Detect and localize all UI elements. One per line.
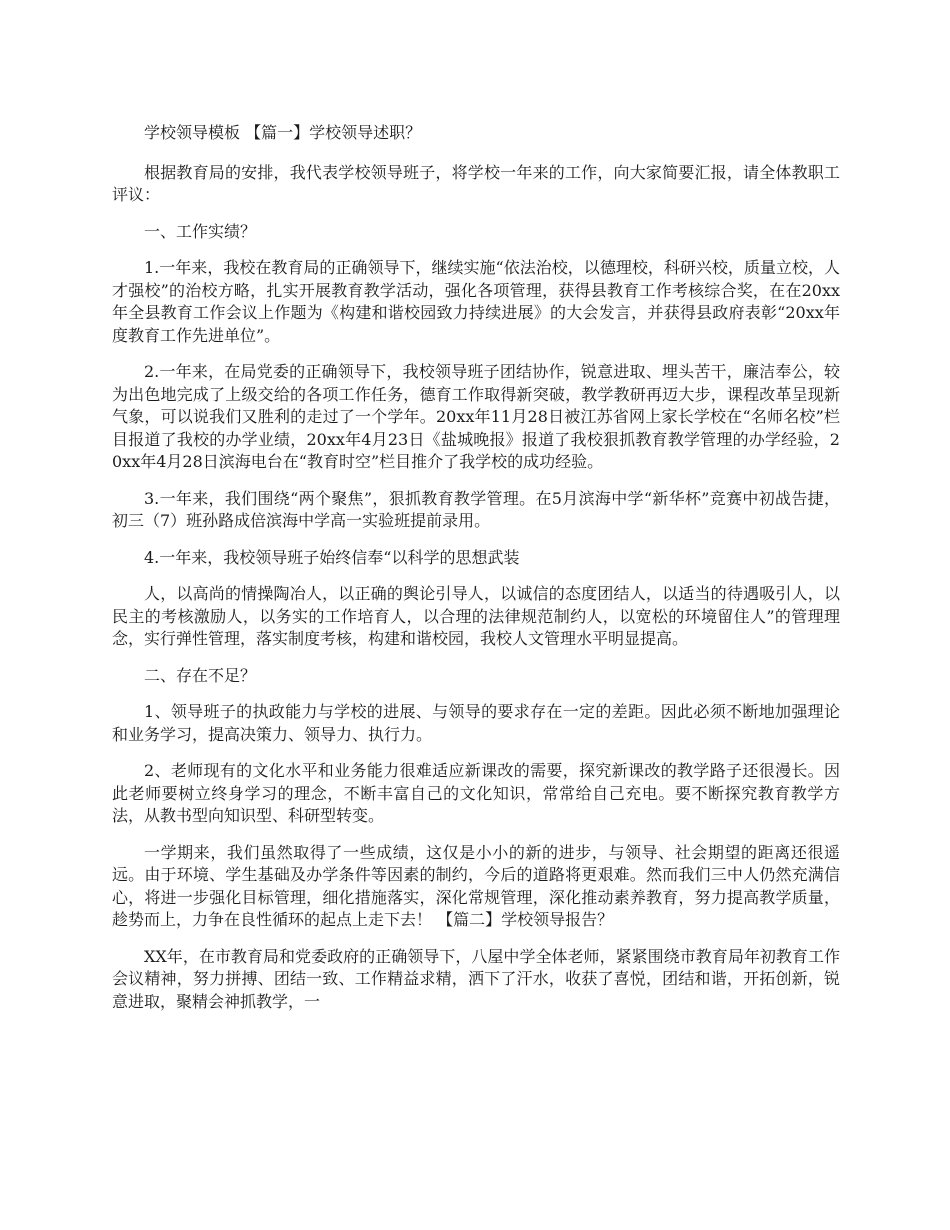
achievement-paragraph-3: 3.一年来，我们围绕“两个聚焦”，狠抓教育教学管理。在5月滨海中学“新华杯”竞赛中初战告捷，初三（7）班孙路成倍滨海中学高一实验班提前录用。 bbox=[112, 488, 840, 530]
conclusion-paragraph: 一学期来，我们虽然取得了一些成绩，这仅是小小的新的进步，与领导、社会期望的距离还很遥远。由于环境、学生基础及办学条件等因素的制约，今后的道路将更艰难。然而我们三中人仍然充满信心，将进一步强化目标管理，细化措施落实，深化常规管理，深化推动素养教育，努力提高教学质量，趁势而上，力争在良性循环的起点上走下去！ 【篇二】学校领导报告？ bbox=[112, 842, 840, 929]
achievement-paragraph-1: 1.一年来，我校在教育局的正确领导下，继续实施“依法治校，以德理校，科研兴校，质量立校，人才强校”的治校方略，扎实开展教育教学活动，强化各项管理，获得县教育工作考核综合奖，在在20xx年全县教育工作会议上作题为《构建和谐校园致力持续进展》的大会发言，并获得县政府表彰“20xx年度教育工作先进单位”。 bbox=[112, 258, 840, 345]
section-heading-shortcomings: 二、存在不足？ bbox=[144, 665, 257, 685]
document-page bbox=[112, 122, 840, 1027]
shortcoming-paragraph-2: 2、老师现有的文化水平和业务能力很难适应新课改的需要，探究新课改的教学路子还很漫长。因此老师要树立终身学习的理念，不断丰富自己的文化知识，常常给自己充电。要不断探究教育教学方法，从教书型向知识型、科研型转变。 bbox=[112, 761, 840, 825]
report-paragraph: XX年，在市教育局和党委政府的正确领导下，八屋中学全体老师，紧紧围绕市教育局年初教育工作会议精神，努力拼搏、团结一致、工作精益求精，洒下了汗水，收获了喜悦，团结和谐，开拓创新，锐意进取，聚精会神抓教学，一 bbox=[112, 946, 840, 1011]
achievement-paragraph-2: 2.一年来，在局党委的正确领导下，我校领导班子团结协作，锐意进取、埋头苦干，廉洁奉公，较为出色地完成了上级交给的各项工作任务，德育工作取得新突破，教学教研再迈大步，课程改革呈现新气象，可以说我们又胜利的走过了一个学年。20xx年11月28日被江苏省网上家长学校在“名师名校”栏目报道了我校的办学业绩，20xx年4月23日《盐城晚报》报道了我校狠抓教育教学管理的办学经验，20xx年4月28日滨海电台在“教育时空”栏目推介了我学校的成功经验。 bbox=[112, 362, 840, 471]
achievement-paragraph-4: 4.一年来，我校领导班子始终信奉“以科学的思想武装 bbox=[144, 547, 520, 567]
section-heading-achievements: 一、工作实绩？ bbox=[144, 221, 257, 241]
achievement-paragraph-4-continued: 人，以高尚的情操陶冶人，以正确的舆论引导人，以诚信的态度团结人，以适当的待遇吸引人，以民主的考核激励人，以务实的工作培育人，以合理的法律规范制约人，以宽松的环境留住人”的管理理念，实行弹性管理，落实制度考核，构建和谐校园，我校人文管理水平明显提高。 bbox=[112, 584, 840, 648]
intro-paragraph: 根据教育局的安排，我代表学校领导班子，将学校一年来的工作，向大家简要汇报，请全体教职工评议： bbox=[112, 162, 840, 204]
shortcoming-paragraph-1: 1、领导班子的执政能力与学校的进展、与领导的要求存在一定的差距。因此必须不断地加强理论和业务学习，提高决策力、领导力、执行力。 bbox=[112, 702, 840, 744]
document-title: 学校领导模板 【篇一】学校领导述职？ bbox=[144, 123, 422, 142]
